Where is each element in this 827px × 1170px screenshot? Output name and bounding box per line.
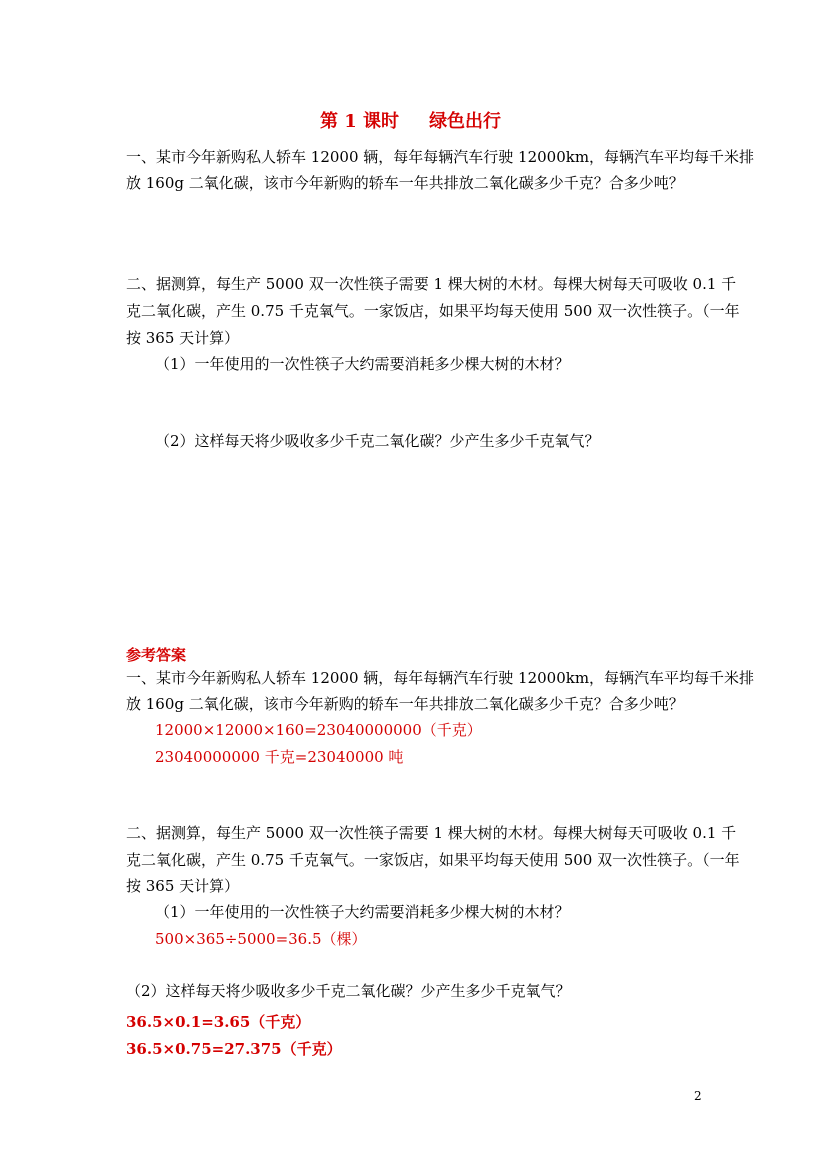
question-2-sub-1: （1）一年使用的一次性筷子大约需要消耗多少棵大树的木材？ (155, 355, 570, 373)
question-2-sub-2: （2）这样每天将少吸收多少千克二氧化碳？少产生多少千克氧气？ (155, 432, 600, 450)
answer-2-solution-1: 500×365÷5000=36.5（棵） (155, 930, 367, 948)
answer-2-question-line-3: 按 365 天计算） (126, 877, 240, 895)
answer-1-question-line-1: 一、某市今年新购私人轿车 12000 辆，每年每辆汽车行驶 12000km，每辆汽车平均每千米排 (126, 669, 755, 687)
question-2-line-3: 按 365 天计算） (126, 329, 240, 347)
answer-2-question-line-2: 克二氧化碳，产生 0.75 千克氧气。一家饭店，如果平均每天使用 500 双一次性筷子。（一年 (126, 851, 740, 869)
answers-heading: 参考答案 (126, 646, 187, 664)
question-2-line-2: 克二氧化碳，产生 0.75 千克氧气。一家饭店，如果平均每天使用 500 双一次性筷子。（一年 (126, 302, 740, 320)
answer-1-solution-2: 23040000000 千克=23040000 吨 (155, 748, 404, 766)
answer-1-solution-1: 12000×12000×160=23040000000（千克） (155, 721, 482, 739)
question-1-line-2: 放 160g 二氧化碳，该市今年新购的轿车一年共排放二氧化碳多少千克？合多少吨？ (126, 174, 684, 192)
title-lesson: 第 1 课时 (320, 111, 400, 132)
page-number: 2 (694, 1089, 702, 1103)
answer-2-question-line-1: 二、据测算，每生产 5000 双一次性筷子需要 1 棵大树的木材。每棵大树每天可吸收 0.1 千 (126, 824, 737, 842)
page-title (320, 112, 501, 132)
question-1-line-1: 一、某市今年新购私人轿车 12000 辆，每年每辆汽车行驶 12000km，每辆汽车平均每千米排 (126, 148, 755, 166)
title-topic: 绿色出行 (429, 111, 502, 132)
answer-1-question-line-2: 放 160g 二氧化碳，该市今年新购的轿车一年共排放二氧化碳多少千克？合多少吨？ (126, 695, 684, 713)
answer-2-solution-3: 36.5×0.75=27.375（千克） (126, 1040, 342, 1058)
answer-2-sub-2: （2）这样每天将少吸收多少千克二氧化碳？少产生多少千克氧气？ (126, 982, 571, 1000)
question-2-line-1: 二、据测算，每生产 5000 双一次性筷子需要 1 棵大树的木材。每棵大树每天可吸收 0.1 千 (126, 275, 737, 293)
answer-2-sub-1: （1）一年使用的一次性筷子大约需要消耗多少棵大树的木材？ (155, 903, 570, 921)
answer-2-solution-2: 36.5×0.1=3.65（千克） (126, 1013, 311, 1031)
